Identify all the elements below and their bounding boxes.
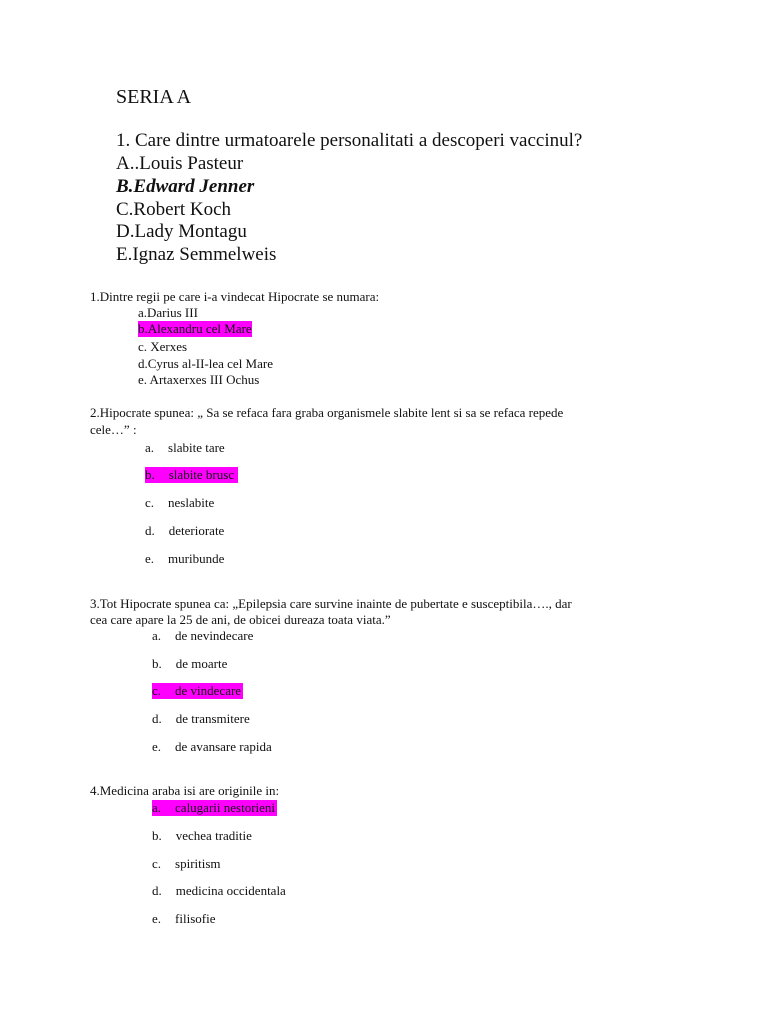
q1-option-a: a.Darius III (138, 305, 198, 320)
q3-option-d (152, 711, 250, 727)
option-letter: a. (145, 440, 155, 455)
q4-option-a (152, 800, 277, 816)
option-text: calugarii nestorieni (175, 800, 276, 815)
option-letter: d. (152, 711, 162, 726)
q3-question-line2: cea care apare la 25 de ani, de obicei dureaza toata viata.” (90, 612, 391, 627)
option-letter: b. (152, 828, 162, 843)
option-letter: a. (152, 800, 162, 815)
option-letter: b. (152, 656, 162, 671)
q4-option-b (152, 828, 252, 844)
q1-option-b: b.Alexandru cel Mare (138, 321, 252, 336)
q3-option-b (152, 656, 227, 672)
option-text: filisofie (175, 911, 216, 926)
option-letter: c. (152, 683, 162, 698)
option-letter: e. (145, 551, 155, 566)
option-letter: c. (152, 856, 162, 871)
option-text: de transmitere (175, 711, 250, 726)
option-text: de nevindecare (175, 628, 254, 643)
option-letter: d. (145, 523, 155, 538)
option-letter: e. (152, 739, 162, 754)
q4-option-e (152, 911, 215, 927)
option-text: vechea traditie (175, 828, 252, 843)
q3-option-c (152, 683, 243, 699)
q4-question: 4.Medicina araba isi are originile in: (90, 783, 280, 798)
q3-question-line1: 3.Tot Hipocrate spunea ca: „Epilepsia care survine inainte de pubertate e susceptibila…., dar (90, 596, 572, 611)
option-letter: e. (152, 911, 162, 926)
q2-option-d (145, 523, 224, 539)
q1-option-c: c. Xerxes (138, 339, 188, 354)
q2-question-line1: 2.Hipocrate spunea: „ Sa se refaca fara graba organismele slabite lent si sa se refaca repede (90, 405, 564, 420)
q3-option-e (152, 739, 272, 755)
q0-option-c: C.Robert Koch (116, 199, 232, 220)
q0-question: 1. Care dintre urmatoarele personalitati a descoperi vaccinul? (116, 130, 583, 151)
q1-question: 1.Dintre regii pe care i-a vindecat Hipocrate se numara: (90, 289, 380, 304)
option-text: spiritism (175, 856, 221, 871)
q0-option-a: A..Louis Pasteur (116, 153, 244, 174)
option-text: de vindecare (175, 683, 242, 698)
option-letter: d. (152, 883, 162, 898)
q2-question-line2: cele…” : (90, 422, 137, 437)
q3-option-a (152, 628, 253, 644)
option-text: deteriorate (168, 523, 225, 538)
q4-option-c (152, 856, 221, 872)
option-text: slabite tare (168, 440, 225, 455)
q2-option-e (145, 551, 224, 567)
q0-option-d: D.Lady Montagu (116, 221, 247, 242)
option-text: de moarte (175, 656, 228, 671)
option-text: slabite brusc (168, 467, 235, 482)
q0-option-b: B.Edward Jenner (116, 176, 255, 197)
q0-option-e: E.Ignaz Semmelweis (116, 244, 277, 265)
series-title: SERIA A (116, 86, 192, 108)
q2-option-a (145, 440, 225, 456)
option-text: de avansare rapida (175, 739, 272, 754)
option-text: muribunde (168, 551, 225, 566)
option-letter: a. (152, 628, 162, 643)
option-letter: c. (145, 495, 155, 510)
q1-option-d: d.Cyrus al-II-lea cel Mare (138, 356, 273, 371)
option-text: medicina occidentala (175, 883, 286, 898)
q4-option-d (152, 883, 286, 899)
q1-option-e: e. Artaxerxes III Ochus (138, 372, 260, 387)
option-text: neslabite (168, 495, 215, 510)
option-letter: b. (145, 467, 155, 482)
q2-option-c (145, 495, 214, 511)
q2-option-b (145, 467, 238, 483)
